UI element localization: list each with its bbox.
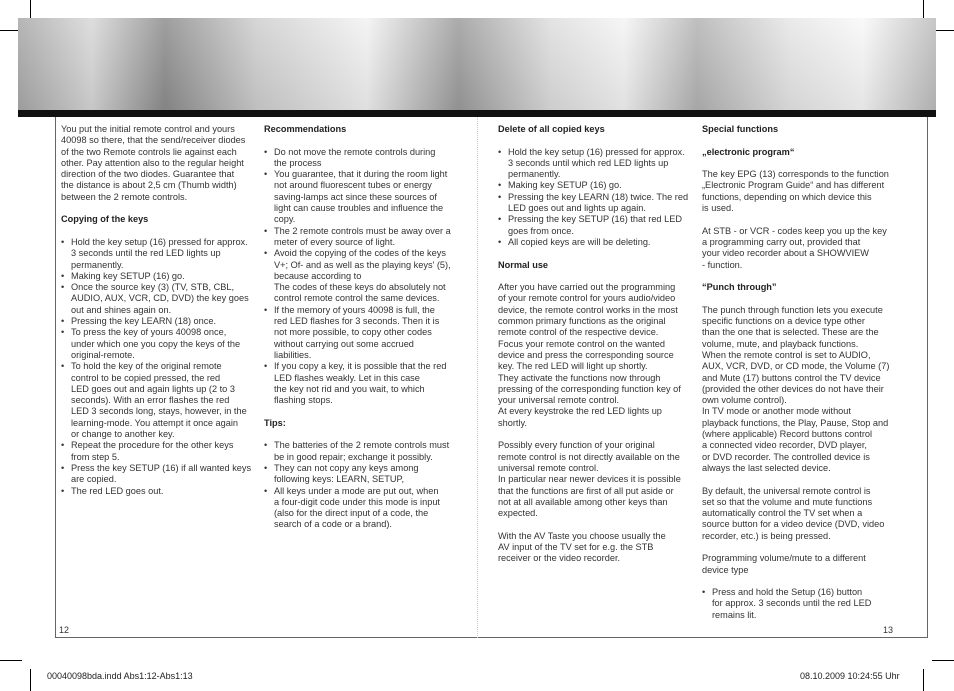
left-page-column-1 <box>61 124 259 508</box>
footer-timestamp: 08.10.2009 10:24:55 Uhr <box>800 671 900 681</box>
list-item: • Pressing the key LEARN (18) once. <box>61 316 259 327</box>
footer-file-info: 00040098bda.indd Abs1:12-Abs1:13 <box>47 671 193 681</box>
showview-paragraph: At STB - or VCR - codes keep you up the key a programming carry out, provided that your video recorder about a SHOWVIEW - function. <box>702 225 887 270</box>
delete-steps-list <box>498 147 694 249</box>
tips-list <box>264 440 462 530</box>
crop-mark <box>0 660 22 661</box>
list-item: • All keys under a mode are put out, when a four-digit code under this mode is input (also for the direct input of a code, the search of a code or a brand). <box>264 486 462 531</box>
normal-use-paragraph: After you have carried out the programming of your remote control for yours audio/video device, the remote control works in the most common primary functions as the original remote control of the respective device. Focus your remote control on the wanted device and press the corresponding source key. The red LED will light up shortly. They activate the functions now through pressing of the corresponding function key of your universal remote control. At every keystroke the red LED lights up shortly. <box>498 282 681 428</box>
list-item: • Press and hold the Setup (16) button for approx. 3 seconds until the red LED remains lit. <box>702 587 898 621</box>
punch-through-paragraph: The punch through function lets you execute specific functions on a device type other than the one that is selected. These are the volume, mute, and playback functions. When the remote control is set to AUDIO, AUX, VCR, DVD, or CD mode, the Volume (7) and Mute (17) buttons control the TV device (provided the other devices do not have their own volume control). In TV mode or another mode without playback functions, the Play, Pause, Stop and (where applicable) Record buttons control a connected video recorder, DVD player, or DVD recorder. The controlled device is always the last selected device. <box>702 304 890 473</box>
center-gutter <box>477 117 478 638</box>
subheading-punch-through: “Punch through” <box>702 282 777 293</box>
list-item: • The batteries of the 2 remote controls must be in good repair; exchange it possibly. <box>264 440 462 463</box>
list-item: • Pressing the key SETUP (16) that red LED goes from once. <box>498 214 694 237</box>
section-heading-copying: Copying of the keys <box>61 214 149 225</box>
list-item: • If you copy a key, it is possible that the red LED flashes weakly. Let in this case the key not rid and you wait, to which flashing stops. <box>264 361 462 406</box>
list-item: • To press the key of yours 40098 once, under which one you copy the keys of the original-remote. <box>61 327 259 361</box>
intro-paragraph: You put the initial remote control and yours 40098 so there, that the send/receiver diodes of the two Remote controls lie against each other. Pay attention also to the regular height direction of the two diodes. Guarantee that the distance is about 2,5 cm (Thumb width) between the 2 remote controls. <box>61 124 246 202</box>
metallic-header-banner <box>18 18 936 110</box>
list-item: • The red LED goes out. <box>61 486 259 497</box>
header-black-bar <box>18 110 936 117</box>
crop-mark <box>30 669 31 691</box>
default-paragraph: By default, the universal remote control is set so that the volume and mute functions automatically control the TV set when a source button for a video device (DVD, video recorder, etc.) is being pressed. <box>702 485 885 541</box>
list-item: • Do not move the remote controls during the process <box>264 147 462 170</box>
list-item: • Hold the key setup (16) pressed for approx. 3 seconds until the red LED lights up permanently. <box>61 237 259 271</box>
right-page-column-2 <box>702 124 898 632</box>
list-item: • Making key SETUP (16) go. <box>498 180 694 191</box>
list-item: • If the memory of yours 40098 is full, the red LED flashes for 3 seconds. Then it is not more possible, to copy other codes without carrying out some accrued liabilities. <box>264 305 462 361</box>
list-item: • Making key SETUP (16) go. <box>61 271 259 282</box>
list-item: • You guarantee, that it during the room light not around fluorescent tubes or energy saving-lamps act since these sources of light can cause troubles and influence the copy. <box>264 169 462 225</box>
recommendations-list <box>264 147 462 407</box>
page-number-left: 12 <box>59 625 70 635</box>
programming-steps-list <box>702 587 898 621</box>
list-item: • The 2 remote controls must be away over a meter of every source of light. <box>264 226 462 249</box>
copying-steps-list <box>61 237 259 497</box>
list-item: • Once the source key (3) (TV, STB, CBL, AUDIO, AUX, VCR, CD, DVD) the key goes out and shines again on. <box>61 282 259 316</box>
list-item: • Repeat the procedure for the other keys from step 5. <box>61 440 259 463</box>
list-item: • All copied keys are will be deleting. <box>498 237 694 248</box>
crop-mark <box>923 669 924 691</box>
subheading-electronic-program: „electronic program“ <box>702 146 795 157</box>
list-item: • Hold the key setup (16) pressed for approx. 3 seconds until which red LED lights up permanently. <box>498 147 694 181</box>
av-paragraph: With the AV Taste you choose usually the AV input of the TV set for e.g. the STB receiver or the video recorder. <box>498 530 666 564</box>
list-item: • They can not copy any keys among following keys: LEARN, SETUP, <box>264 463 462 486</box>
list-item: • To hold the key of the original remote control to be copied pressed, the red LED goes out and again lights up (2 to 3 seconds). With an error flashes the red LED 3 seconds long, stays, however, in the learning-mode. You attempt it once again or change to another key. <box>61 361 259 440</box>
functions-paragraph: Possibly every function of your original remote control is not directly available on the universal remote control. In particular near newer devices it is possible that the functions are first of all put aside or not at all available among other keys than expected. <box>498 440 681 519</box>
programming-paragraph: Programming volume/mute to a different device type <box>702 553 866 575</box>
crop-mark <box>932 660 954 661</box>
list-item: • Pressing the key LEARN (18) twice. The red LED goes out and lights up again. <box>498 192 694 215</box>
right-page-column-1 <box>498 124 694 576</box>
list-item: • Press the key SETUP (16) if all wanted keys are copied. <box>61 463 259 486</box>
section-heading-normal-use: Normal use <box>498 259 549 270</box>
left-page-column-2 <box>264 124 462 542</box>
section-heading-tips: Tips: <box>264 417 286 428</box>
section-heading-recommendations: Recommendations <box>264 124 347 134</box>
page-number-right: 13 <box>883 625 894 635</box>
section-heading-special-functions: Special functions <box>702 124 779 134</box>
epg-paragraph: The key EPG (13) corresponds to the function „Electronic Program Guide“ and has different functions, depending on which device this is used. <box>702 169 889 214</box>
section-heading-delete: Delete of all copied keys <box>498 124 605 134</box>
list-item: • Avoid the copying of the codes of the keys V+; Of- and as well as the playing keys' (5), because according to The codes of these keys do absolutely not control remote control the same devices. <box>264 248 462 304</box>
